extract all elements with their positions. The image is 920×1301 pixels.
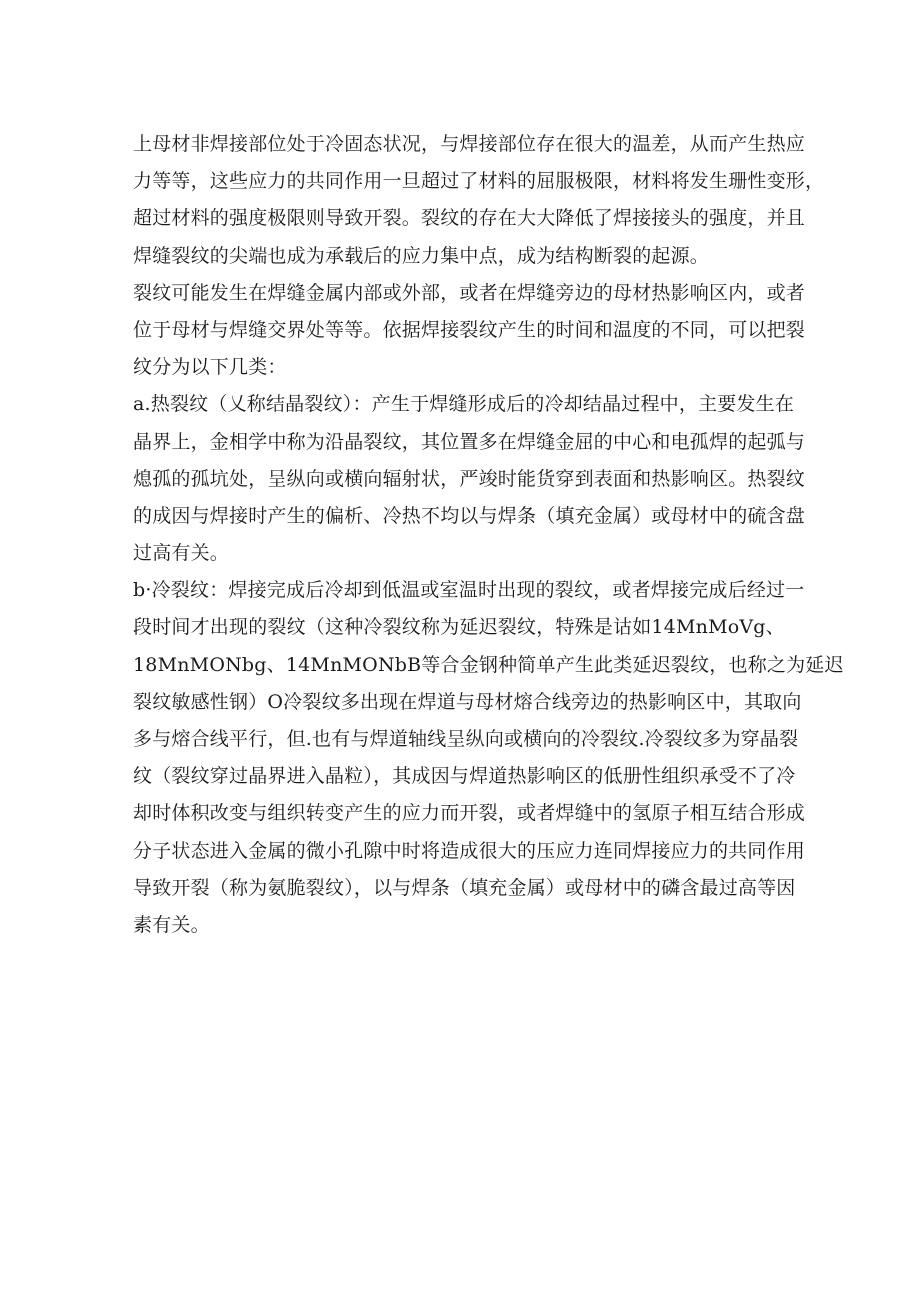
text-line: 却时体积改变与组织转变产生的应力而开裂，或者焊缝中的氢原子相互结合形成: [133, 802, 806, 825]
text-line: 18MnMONbg、14MnMONbB等合金钢种简单产生此类延迟裂纹，也称之为延迟: [133, 653, 844, 676]
text-line: a.热裂纹（乂称结晶裂纹）：产生于焊缝形成后的冷却结晶过程中，主要发生在: [133, 393, 795, 416]
text-line: 纹分为以下几类：: [133, 356, 287, 379]
paragraph-crack-location: [133, 275, 806, 387]
text-line: 多与熔合线平行，但.也有与焊道轴线呈纵向或横向的冷裂纹.冷裂纹多为穿晶裂: [133, 728, 799, 750]
text-line: 段时间才出现的裂纹（这种冷裂纹称为延迟裂纹，特殊是诂如14MnMoVg、: [133, 616, 785, 639]
text-line: 力等等，这些应力的共同作用一旦超过了材料的屈服极限，材料将发生珊性变形，: [133, 170, 825, 193]
text-line: 超过材料的强度极限则导致开裂。裂纹的存在大大降低了焊接接头的强度，并且: [133, 207, 806, 230]
text-line: 裂纹敏感性钢）O冷裂纹多出现在焊道与母材熔合线旁边的热影响区中，其取向: [133, 690, 802, 713]
text-line: 素有关。: [133, 913, 210, 936]
text-line: 位于母材与焊缝交界处等等。依据焊接裂纹产生的时间和温度的不同，可以把裂: [133, 318, 806, 341]
paragraph-hot-crack: [133, 386, 806, 572]
body-text: [133, 126, 844, 944]
text-line: 裂纹可能发生在焊缝金属内部或外部，或者在焊缝旁边的母材热影响区内，或者: [133, 281, 806, 304]
text-line: 焊缝裂纹的尖端也成为承载后的应力集中点，成为结构断裂的起源。: [133, 244, 710, 267]
text-line: 熄孤的孤坑处，呈纵向或横向辐射状，严竣时能货穿到表面和热影响区。热裂纹: [133, 467, 806, 490]
text-line: 晶界上，金相学中称为沿晶裂纹，其位置多在焊缝金屈的中心和电孤焊的起弧与: [133, 430, 806, 453]
text-line: 上母材非焊接部位处于冷固态状况，与焊接部位存在很大的温差，从而产生热应: [133, 133, 806, 155]
text-line: 分子状态进入金属的微小孔隙中时将造成很大的压应力连同焊接应力的共同作用: [133, 839, 806, 862]
text-line: b·冷裂纹：焊接完成后冷却到低温或室温时出现的裂纹，或者焊接完成后经过一: [133, 579, 805, 602]
paragraph-cold-crack: [133, 572, 844, 944]
text-line: 过高有关。: [133, 542, 230, 565]
text-line: 的成因与焊接时产生的偏析、冷热不均以与焊条（填充金属）或母材中的硫含盘: [133, 504, 806, 527]
paragraph-thermal-stress: [133, 126, 825, 275]
text-line: 纹（裂纹穿过晶界进入晶粒），其成因与焊道热影响区的低册性组织承受不了冷: [133, 765, 796, 788]
text-line: 导致开裂（称为氨脆裂纹），以与焊条（填充金属）或母材中的磷含最过高等因: [133, 876, 796, 899]
